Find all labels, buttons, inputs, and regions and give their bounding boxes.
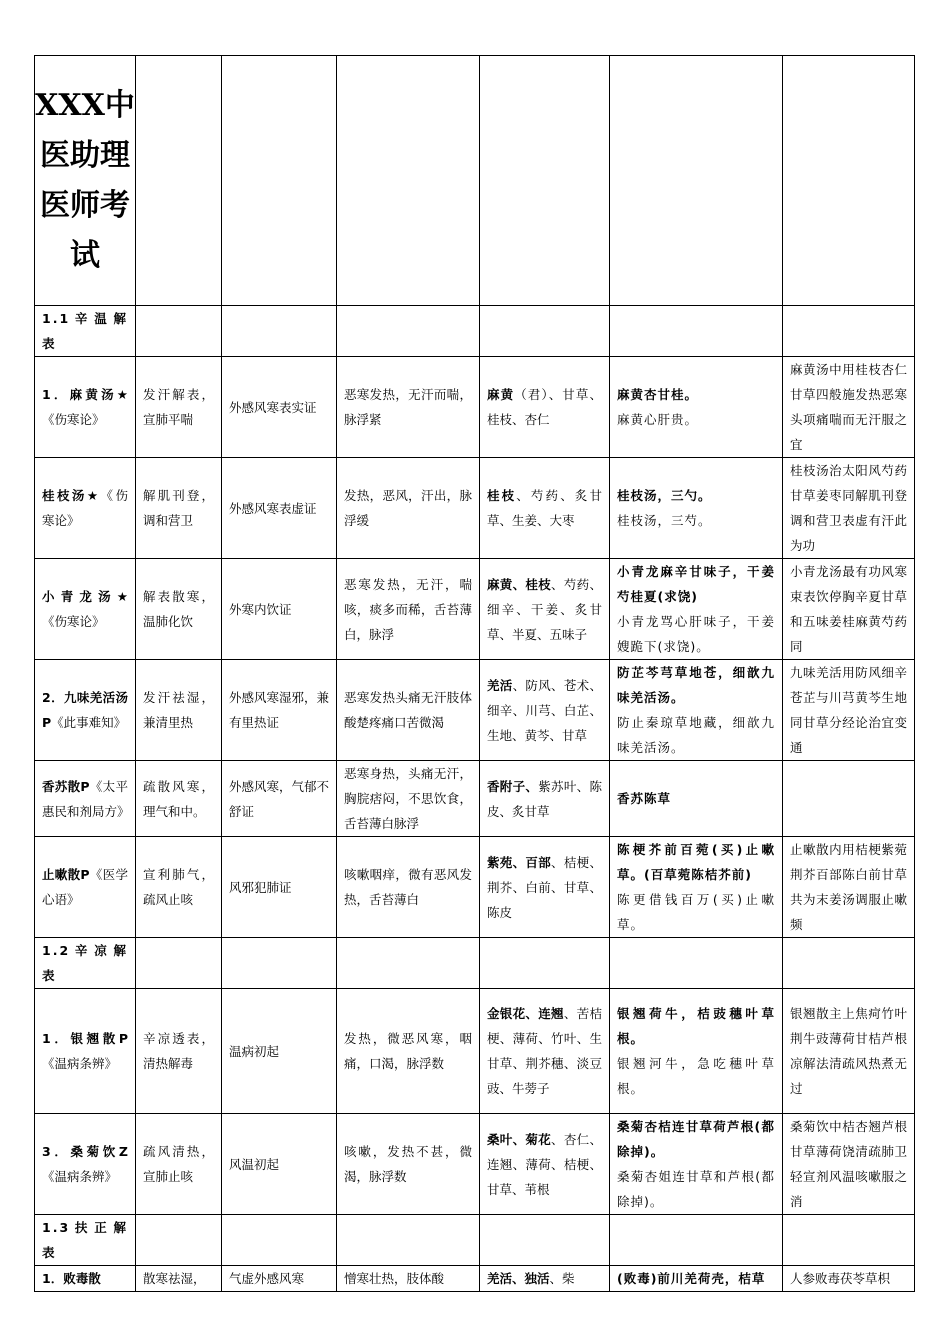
herbs-rest: （君）、甘草、桂枝、杏仁 — [487, 387, 602, 427]
mnemonic-sub: 陈更借钱百万(买)止嗽草。 — [617, 892, 775, 932]
herbs-key: 紫苑、百部 — [487, 854, 552, 870]
empty-cell — [136, 1215, 222, 1266]
formula-name: 1．银翘散P — [42, 1031, 128, 1046]
formula-name: 1．败毒散 — [42, 1271, 101, 1286]
section-title: 1.1辛温解表 — [35, 306, 136, 357]
formula-row — [35, 837, 915, 938]
formula-name-cell — [35, 660, 136, 761]
effect-cell: 发汗解表，宣肺平喘 — [136, 357, 222, 458]
symptoms-cell: 发热，微恶风寒，咽痛，口渴，脉浮数 — [337, 989, 480, 1114]
herbs-key: 桑叶、菊花 — [487, 1131, 552, 1147]
formula-table — [34, 55, 915, 1292]
effect-cell: 发汗祛湿，兼清里热 — [136, 660, 222, 761]
mnemonic: 麻黄杏甘桂。 — [617, 387, 699, 402]
empty-cell — [480, 938, 610, 989]
empty-cell — [610, 306, 783, 357]
herbs-key: 金银花、连翘 — [487, 1006, 564, 1021]
syndrome-cell: 外感风寒表实证 — [222, 357, 337, 458]
effect-cell: 疏散风寒，理气和中。 — [136, 761, 222, 837]
formula-source: 《伤寒论》 — [42, 488, 128, 528]
formula-name-cell — [35, 761, 136, 837]
herbs-key: 香附子、 — [487, 778, 539, 794]
empty-cell — [222, 306, 337, 357]
song-cell: 九味羌活用防风细辛苍芷与川芎黄芩生地同甘草分经论治宜变通 — [783, 660, 915, 761]
mnemonic-cell — [610, 559, 783, 660]
empty-cell — [610, 1215, 783, 1266]
mnemonic: 防芷芩芎草地苍，细歆九味羌活汤。 — [617, 665, 775, 705]
empty-cell — [783, 306, 915, 357]
mnemonic-cell — [610, 1114, 783, 1215]
empty-cell — [480, 306, 610, 357]
effect-cell: 解肌刊登，调和营卫 — [136, 458, 222, 559]
mnemonic: 香苏陈草 — [617, 791, 672, 806]
mnemonic-sub: 防止秦琼草地藏，细歆九味羌活汤。 — [617, 715, 775, 755]
mnemonic-cell — [610, 989, 783, 1114]
section-row — [35, 1215, 915, 1266]
formula-row — [35, 458, 915, 559]
herbs-cell — [480, 761, 610, 837]
herbs-key: 桂枝 — [487, 488, 517, 503]
formula-name-cell — [35, 458, 136, 559]
empty-cell — [136, 56, 222, 306]
effect-cell: 散寒祛湿， — [136, 1266, 222, 1292]
herbs-key: 麻黄、桂枝 — [487, 576, 552, 592]
herbs-rest: 、柴 — [549, 1271, 575, 1286]
empty-cell — [136, 306, 222, 357]
syndrome-cell: 风温初起 — [222, 1114, 337, 1215]
formula-name: 香苏散P — [42, 778, 90, 794]
mnemonic-cell — [610, 660, 783, 761]
mnemonic-cell — [610, 1266, 783, 1292]
herbs-cell — [480, 989, 610, 1114]
formula-source: 《太平惠民和剂局方》 — [42, 778, 130, 819]
formula-name: 1．麻黄汤★ — [42, 387, 128, 402]
symptoms-cell: 发热，恶风，汗出，脉浮缓 — [337, 458, 480, 559]
song-cell: 桑菊饮中桔杏翘芦根甘草薄荷饶清疏肺卫轻宣剂风温咳嗽服之消 — [783, 1114, 915, 1215]
symptoms-cell: 恶寒发热，无汗而喘，脉浮紧 — [337, 357, 480, 458]
mnemonic-sub: 桂枝汤，三芍。 — [617, 513, 712, 528]
formula-source: 《温病条辨》 — [42, 1056, 118, 1071]
formula-name-cell — [35, 989, 136, 1114]
formula-name: 止嗽散P — [42, 867, 90, 882]
empty-cell — [480, 56, 610, 306]
formula-source: 《医学心语》 — [42, 867, 128, 907]
empty-cell — [337, 938, 480, 989]
title-row — [35, 56, 915, 306]
formula-source: 《伤寒论》 — [42, 614, 105, 629]
formula-name-cell — [35, 1114, 136, 1215]
empty-cell — [222, 938, 337, 989]
document-title: XXX中医助理医师考试 — [35, 56, 136, 306]
mnemonic-sub: 小青龙骂心肝味子，干姜嫂跪下(求饶)。 — [617, 614, 775, 654]
formula-row — [35, 1114, 915, 1215]
mnemonic-cell — [610, 837, 783, 938]
song-cell: 人参败毒茯苓草枳 — [783, 1266, 915, 1292]
effect-cell: 疏风清热，宣肺止咳 — [136, 1114, 222, 1215]
song-cell: 桂枝汤治太阳风芍药甘草姜枣同解肌刊登调和营卫表虚有汗此为功 — [783, 458, 915, 559]
section-title: 1.2辛凉解表 — [35, 938, 136, 989]
empty-cell — [610, 56, 783, 306]
formula-source: 《温病条辨》 — [42, 1169, 118, 1184]
empty-cell — [610, 938, 783, 989]
song-cell: 麻黄汤中用桂枝杏仁甘草四般施发热恶寒头项痛喘而无汗服之宜 — [783, 357, 915, 458]
herbs-cell — [480, 837, 610, 938]
empty-cell — [783, 1215, 915, 1266]
herbs-rest: 紫苏叶、陈皮、炙甘草 — [487, 778, 602, 819]
symptoms-cell: 咳嗽咽痒，微有恶风发热，舌苔薄白 — [337, 837, 480, 938]
mnemonic: 陈梗芥前百菀(买)止嗽草。(百草菀陈桔芥前) — [617, 842, 775, 882]
formula-row — [35, 357, 915, 458]
empty-cell — [480, 1215, 610, 1266]
mnemonic: 银翘荷牛，桔豉穗叶草根。 — [617, 1006, 775, 1046]
herbs-key: 羌活 — [487, 677, 513, 693]
section-row — [35, 938, 915, 989]
formula-name: 2．九味羌活汤P — [42, 690, 128, 730]
mnemonic-sub: 银翘河牛，急吃穗叶草根。 — [617, 1056, 775, 1096]
section-title: 1.3扶正解表 — [35, 1215, 136, 1266]
formula-name-cell — [35, 357, 136, 458]
syndrome-cell: 外感风寒，气郁不舒证 — [222, 761, 337, 837]
mnemonic-sub: 麻黄心肝贵。 — [617, 412, 699, 427]
formula-name-cell — [35, 1266, 136, 1292]
empty-cell — [222, 56, 337, 306]
formula-source: 《伤寒论》 — [42, 412, 105, 427]
mnemonic: 小青龙麻辛甘味子，干姜芍桂夏(求饶) — [617, 564, 775, 604]
mnemonic: 桂枝汤，三勺。 — [617, 488, 712, 503]
syndrome-cell: 温病初起 — [222, 989, 337, 1114]
mnemonic-cell — [610, 458, 783, 559]
herbs-cell — [480, 357, 610, 458]
herbs-key: 麻黄 — [487, 387, 515, 402]
syndrome-cell: 风邪犯肺证 — [222, 837, 337, 938]
song-cell: 止嗽散内用桔梗紫菀荆芥百部陈白前甘草共为末姜汤调服止嗽频 — [783, 837, 915, 938]
empty-cell — [337, 56, 480, 306]
mnemonic: 桑菊杏桔连甘草荷芦根(都除掉)。 — [617, 1119, 775, 1159]
mnemonic: (败毒)前川羌荷壳，桔草 — [617, 1271, 766, 1286]
herbs-cell — [480, 1266, 610, 1292]
herbs-cell — [480, 559, 610, 660]
formula-name-cell — [35, 837, 136, 938]
formula-source: 《此事难知》 — [51, 715, 127, 730]
symptoms-cell: 恶寒身热，头痛无汗，胸脘痞闷，不思饮食，舌苔薄白脉浮 — [337, 761, 480, 837]
effect-cell: 宣利肺气，疏风止咳 — [136, 837, 222, 938]
herbs-cell — [480, 1114, 610, 1215]
herbs-rest: 、杏仁、连翘、薄荷、桔梗、甘草、苇根 — [487, 1131, 602, 1197]
syndrome-cell: 气虚外感风寒 — [222, 1266, 337, 1292]
empty-cell — [337, 1215, 480, 1266]
formula-row — [35, 660, 915, 761]
symptoms-cell: 咳嗽，发热不甚，微渴，脉浮数 — [337, 1114, 480, 1215]
empty-cell — [337, 306, 480, 357]
empty-cell — [222, 1215, 337, 1266]
mnemonic-sub: 桑菊杏姐连甘草和芦根(都除掉)。 — [617, 1169, 775, 1209]
herbs-rest: 、桔梗、荆芥、白前、甘草、陈皮 — [487, 854, 602, 920]
song-cell: 银翘散主上焦疴竹叶荆牛豉薄荷甘桔芦根凉解法清疏风热煮无过 — [783, 989, 915, 1114]
herbs-cell — [480, 660, 610, 761]
syndrome-cell: 外感风寒湿邪，兼有里热证 — [222, 660, 337, 761]
empty-cell — [783, 938, 915, 989]
herbs-rest: 、苦桔梗、薄荷、竹叶、生甘草、荆芥穗、淡豆豉、牛蒡子 — [487, 1006, 602, 1096]
formula-name: 小青龙汤★ — [42, 589, 128, 604]
mnemonic-cell — [610, 357, 783, 458]
effect-cell: 解表散寒，温肺化饮 — [136, 559, 222, 660]
song-cell — [783, 761, 915, 837]
herbs-cell — [480, 458, 610, 559]
section-row — [35, 306, 915, 357]
symptoms-cell: 恶寒发热头痛无汗肢体酸楚疼痛口苦微渴 — [337, 660, 480, 761]
song-cell: 小青龙汤最有功风寒束表饮停胸辛夏甘草和五味姜桂麻黄芍药同 — [783, 559, 915, 660]
syndrome-cell: 外感风寒表虚证 — [222, 458, 337, 559]
herbs-rest: 、芍药、炙甘草、生姜、大枣 — [487, 488, 602, 528]
empty-cell — [136, 938, 222, 989]
formula-name-cell — [35, 559, 136, 660]
formula-name: 桂枝汤★ — [42, 488, 101, 503]
formula-name: 3．桑菊饮Z — [42, 1144, 128, 1159]
formula-row — [35, 989, 915, 1114]
symptoms-cell: 恶寒发热，无汗，喘咳，痰多而稀，舌苔薄白，脉浮 — [337, 559, 480, 660]
empty-cell — [783, 56, 915, 306]
formula-row — [35, 761, 915, 837]
mnemonic-cell — [610, 761, 783, 837]
syndrome-cell: 外寒内饮证 — [222, 559, 337, 660]
herbs-rest: 、防风、苍术、细辛、川芎、白芷、生地、黄芩、甘草 — [487, 677, 602, 743]
formula-row — [35, 559, 915, 660]
herbs-key: 羌活、独活 — [487, 1271, 550, 1286]
formula-row — [35, 1266, 915, 1292]
herbs-rest: 、芍药、细辛、干姜、炙甘草、半夏、五味子 — [487, 576, 602, 642]
symptoms-cell: 憎寒壮热，肢体酸 — [337, 1266, 480, 1292]
effect-cell: 辛凉透表，清热解毒 — [136, 989, 222, 1114]
